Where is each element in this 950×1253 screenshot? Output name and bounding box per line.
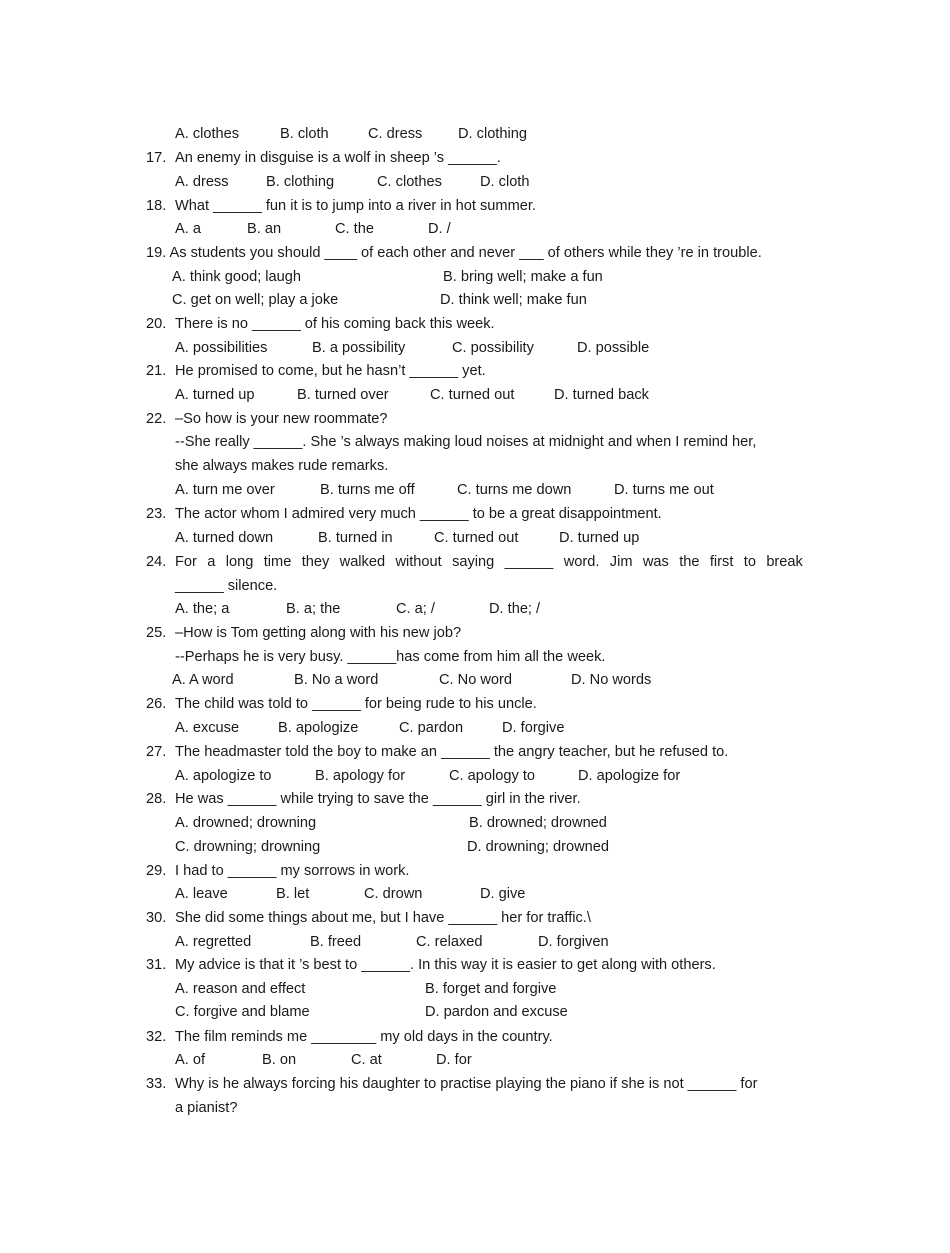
- option-a: A. turn me over: [175, 482, 275, 498]
- question-text: 19. As students you should ____ of each other and never ___ of others while they ’re in trouble.: [146, 245, 762, 261]
- word: was: [642, 554, 669, 570]
- option-b: B. let: [276, 886, 310, 902]
- question-text: The headmaster told the boy to make an ______ the angry teacher, but he refused to.: [175, 744, 729, 760]
- word: time: [263, 554, 292, 570]
- option-b: B. No a word: [294, 672, 379, 688]
- option-a: A. regretted: [175, 934, 252, 950]
- option-a: A. excuse: [175, 720, 240, 736]
- option-c: C. turned out: [434, 530, 519, 546]
- word: For: [175, 554, 197, 570]
- option-b: B. apology for: [315, 768, 406, 784]
- option-c: C. possibility: [452, 340, 534, 356]
- question-text: What ______ fun it is to jump into a river in hot summer.: [175, 198, 536, 214]
- question-text: She did some things about me, but I have ______ her for traffic.\: [175, 910, 591, 926]
- word: ______: [504, 554, 554, 570]
- option-a: A. the; a: [175, 601, 230, 617]
- question-text-justified: [175, 553, 803, 571]
- question-text: ______ silence.: [175, 578, 278, 594]
- option-c: C. at: [351, 1052, 382, 1068]
- option-c: C. apology to: [449, 768, 535, 784]
- word: walked: [339, 554, 386, 570]
- option-d: D. clothing: [458, 126, 527, 142]
- option-b: B. turned in: [318, 530, 393, 546]
- question-number: 22.: [146, 411, 167, 427]
- option-c: C. drowning; drowning: [175, 839, 321, 855]
- option-d: D. possible: [577, 340, 650, 356]
- word: first: [709, 554, 734, 570]
- option-b: B. turns me off: [320, 482, 415, 498]
- question-text: He promised to come, but he hasn’t ______ yet.: [175, 363, 486, 379]
- question-text: a pianist?: [175, 1100, 238, 1116]
- option-c: C. the: [335, 221, 374, 237]
- option-a: A. a: [175, 221, 201, 237]
- option-c: C. get on well; play a joke: [172, 292, 339, 308]
- option-a: A. clothes: [175, 126, 240, 142]
- option-b: B. apologize: [278, 720, 359, 736]
- option-a: A. drowned; drowning: [175, 815, 317, 831]
- option-a: A. think good; laugh: [172, 269, 302, 285]
- option-b: B. drowned; drowned: [469, 815, 607, 831]
- question-text: He was ______ while trying to save the ______ girl in the river.: [175, 791, 581, 807]
- option-c: C. pardon: [399, 720, 464, 736]
- question-number: 25.: [146, 625, 167, 641]
- option-d: D. /: [428, 221, 451, 237]
- question-text: The film reminds me ________ my old days in the country.: [175, 1029, 553, 1045]
- question-number: 20.: [146, 316, 167, 332]
- option-d: D. turned up: [559, 530, 640, 546]
- question-number: 29.: [146, 863, 167, 879]
- option-d: D. the; /: [489, 601, 541, 617]
- question-text: –How is Tom getting along with his new job?: [175, 625, 462, 641]
- word: to: [743, 554, 756, 570]
- question-number: 32.: [146, 1029, 167, 1045]
- option-a: A. possibilities: [175, 340, 268, 356]
- option-c: C. a; /: [396, 601, 435, 617]
- word: word.: [563, 554, 600, 570]
- option-c: C. drown: [364, 886, 423, 902]
- option-d: D. turns me out: [614, 482, 714, 498]
- option-a: A. turned up: [175, 387, 255, 403]
- question-number: 17.: [146, 150, 167, 166]
- word: saying: [452, 554, 495, 570]
- option-c: C. clothes: [377, 174, 442, 190]
- option-b: B. on: [262, 1052, 297, 1068]
- option-b: B. clothing: [266, 174, 335, 190]
- option-d: D. pardon and excuse: [425, 1004, 568, 1020]
- option-a: A. apologize to: [175, 768, 272, 784]
- option-a: A. of: [175, 1052, 206, 1068]
- question-number: 33.: [146, 1076, 167, 1092]
- question-number: 23.: [146, 506, 167, 522]
- option-c: C. dress: [368, 126, 423, 142]
- question-text: --She really ______. She ’s always making loud noises at midnight and when I remind her,: [175, 434, 757, 450]
- question-number: 18.: [146, 198, 167, 214]
- option-b: B. cloth: [280, 126, 329, 142]
- question-text: Why is he always forcing his daughter to practise playing the piano if she is not ______ for: [175, 1076, 758, 1092]
- question-number: 30.: [146, 910, 167, 926]
- option-d: D. turned back: [554, 387, 649, 403]
- option-c: C. relaxed: [416, 934, 483, 950]
- question-text: The child was told to ______ for being rude to his uncle.: [175, 696, 537, 712]
- option-a: A. turned down: [175, 530, 274, 546]
- option-d: D. give: [480, 886, 526, 902]
- option-c: C. forgive and blame: [175, 1004, 310, 1020]
- word: they: [301, 554, 330, 570]
- word: Jim: [609, 554, 633, 570]
- option-b: B. an: [247, 221, 282, 237]
- option-d: D. cloth: [480, 174, 530, 190]
- option-c: C. No word: [439, 672, 512, 688]
- question-text: she always makes rude remarks.: [175, 458, 389, 474]
- question-number: 31.: [146, 957, 167, 973]
- option-d: D. think well; make fun: [440, 292, 587, 308]
- option-d: D. forgiven: [538, 934, 609, 950]
- question-text: An enemy in disguise is a wolf in sheep ’s ______.: [175, 150, 501, 166]
- question-number: 24.: [146, 554, 167, 570]
- question-number: 26.: [146, 696, 167, 712]
- question-number: 27.: [146, 744, 167, 760]
- word: break: [766, 554, 803, 570]
- option-d: D. for: [436, 1052, 472, 1068]
- question-number: 28.: [146, 791, 167, 807]
- word: the: [679, 554, 700, 570]
- option-d: D. No words: [571, 672, 652, 688]
- option-d: D. forgive: [502, 720, 565, 736]
- word: a: [207, 554, 216, 570]
- option-d: D. apologize for: [578, 768, 681, 784]
- word: long: [225, 554, 254, 570]
- option-b: B. a; the: [286, 601, 341, 617]
- question-text: There is no ______ of his coming back this week.: [175, 316, 495, 332]
- option-b: B. a possibility: [312, 340, 406, 356]
- option-a: A. dress: [175, 174, 229, 190]
- question-text: --Perhaps he is very busy. ______has come from him all the week.: [175, 649, 606, 665]
- question-number: 21.: [146, 363, 167, 379]
- question-text: –So how is your new roommate?: [175, 411, 388, 427]
- option-c: C. turned out: [430, 387, 515, 403]
- option-a: A. reason and effect: [175, 981, 306, 997]
- option-b: B. bring well; make a fun: [443, 269, 603, 285]
- word: without: [395, 554, 442, 570]
- question-text: The actor whom I admired very much ______ to be a great disappointment.: [175, 506, 662, 522]
- option-b: B. forget and forgive: [425, 981, 557, 997]
- question-text: My advice is that it ’s best to ______. In this way it is easier to get along with others.: [175, 957, 716, 973]
- question-text: I had to ______ my sorrows in work.: [175, 863, 410, 879]
- option-c: C. turns me down: [457, 482, 572, 498]
- option-b: B. freed: [310, 934, 362, 950]
- option-a: A. A word: [172, 672, 234, 688]
- option-d: D. drowning; drowned: [467, 839, 609, 855]
- option-b: B. turned over: [297, 387, 389, 403]
- option-a: A. leave: [175, 886, 228, 902]
